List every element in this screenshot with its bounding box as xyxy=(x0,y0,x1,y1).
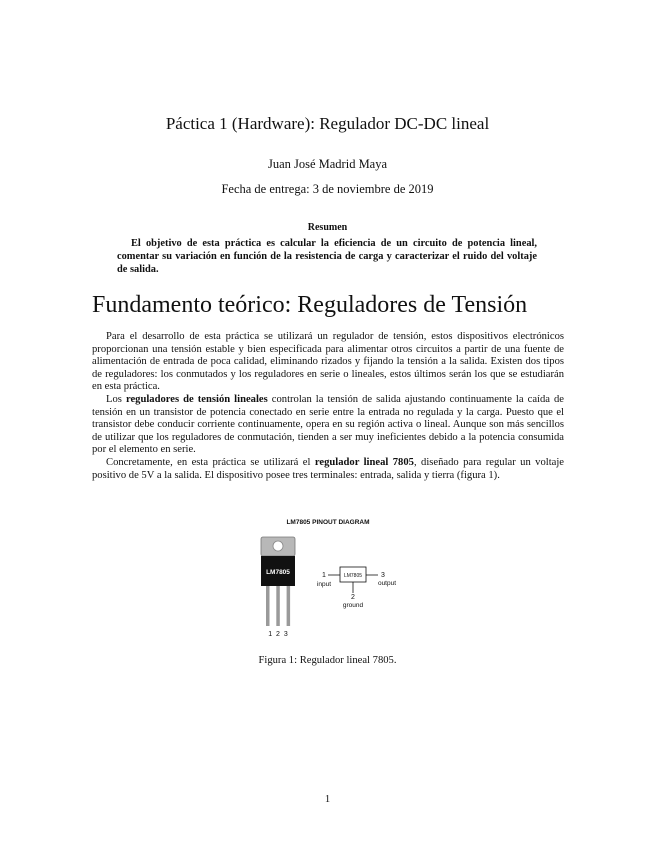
page-number: 1 xyxy=(324,794,331,805)
paragraph-2-pre: Los xyxy=(106,393,126,405)
paragraph-2-post: controlan la tensión de salida ajustando continuamente la caída de tensión en un transistor de potencia conectado en serie entre la entrada no regulada y la carga. Puesto que el transistor debe conducir corriente continuamente, opera en su región activa o lineal. Aunque son más sencillos de utilizar que los reguladores de conmutación, tienden a ser muy ineficientes debido a la potencia consumida por el elemento en serie. xyxy=(92,393,564,456)
section-title: Fundamento teórico: Reguladores de Tensión xyxy=(92,292,528,318)
pin2-label: 2 xyxy=(351,594,355,601)
block-label: LM7805 xyxy=(343,573,363,579)
ground-label: ground xyxy=(342,602,364,609)
author: Juan José Madrid Maya xyxy=(267,157,388,171)
paragraph-2-bold: reguladores de tensión lineales xyxy=(125,393,268,405)
leg-1 xyxy=(266,586,270,626)
leg-3 xyxy=(287,586,291,626)
abstract-heading: Resumen xyxy=(307,222,348,233)
pinout-diagram xyxy=(240,516,415,646)
section-body xyxy=(92,331,564,482)
figure-lm7805 xyxy=(240,516,415,646)
paragraph-3-post: , diseñado para regular un voltaje positivo de 5V a la salida. El dispositivo posee tres terminales: entrada, salida y tierra (figura 1). xyxy=(92,456,564,481)
submission-date: Fecha de entrega: 3 de noviembre de 2019 xyxy=(221,182,434,196)
pin1-label: 1 xyxy=(322,572,326,579)
abstract-text: El objetivo de esta práctica es calcular la eficiencia de un circuito de potencia lineal, comentar su variación en función de la resistencia de carga y caracterizar el ruido del voltaje de salida. xyxy=(117,238,537,275)
paragraph-1: Para el desarrollo de esta práctica se utilizará un regulador de tensión, estos dispositivos electrónicos proporcionan una tensión estable y bien especificada para alimentar otros circuitos a partir de una fuente de alimentación de entrada de poca calidad, eliminando rizados y fijando la tensión a la salida. Existen dos tipos de reguladores: los conmutados y los reguladores en serie o lineales, estos últimos serán los que se estudiarán en esta práctica. xyxy=(92,331,564,393)
pin3-label: 3 xyxy=(381,572,385,579)
paragraph-3-pre: Concretamente, en esta práctica se utilizará el xyxy=(106,456,315,468)
leg-numbers: 1 2 3 xyxy=(268,631,288,638)
figure-caption: Figura 1: Regulador lineal 7805. xyxy=(258,655,397,666)
diagram-title: LM7805 PINOUT DIAGRAM xyxy=(286,519,370,526)
leg-2 xyxy=(276,586,280,626)
input-label: input xyxy=(316,581,332,588)
paragraph-3-bold: regulador lineal 7805 xyxy=(314,456,414,468)
mounting-hole xyxy=(273,541,283,551)
paper-title: Páctica 1 (Hardware): Regulador DC-DC lineal xyxy=(165,114,490,133)
output-label: output xyxy=(377,580,397,587)
chip-label: LM7805 xyxy=(266,569,290,576)
paragraph-2 xyxy=(92,394,564,457)
paragraph-3 xyxy=(92,457,564,482)
